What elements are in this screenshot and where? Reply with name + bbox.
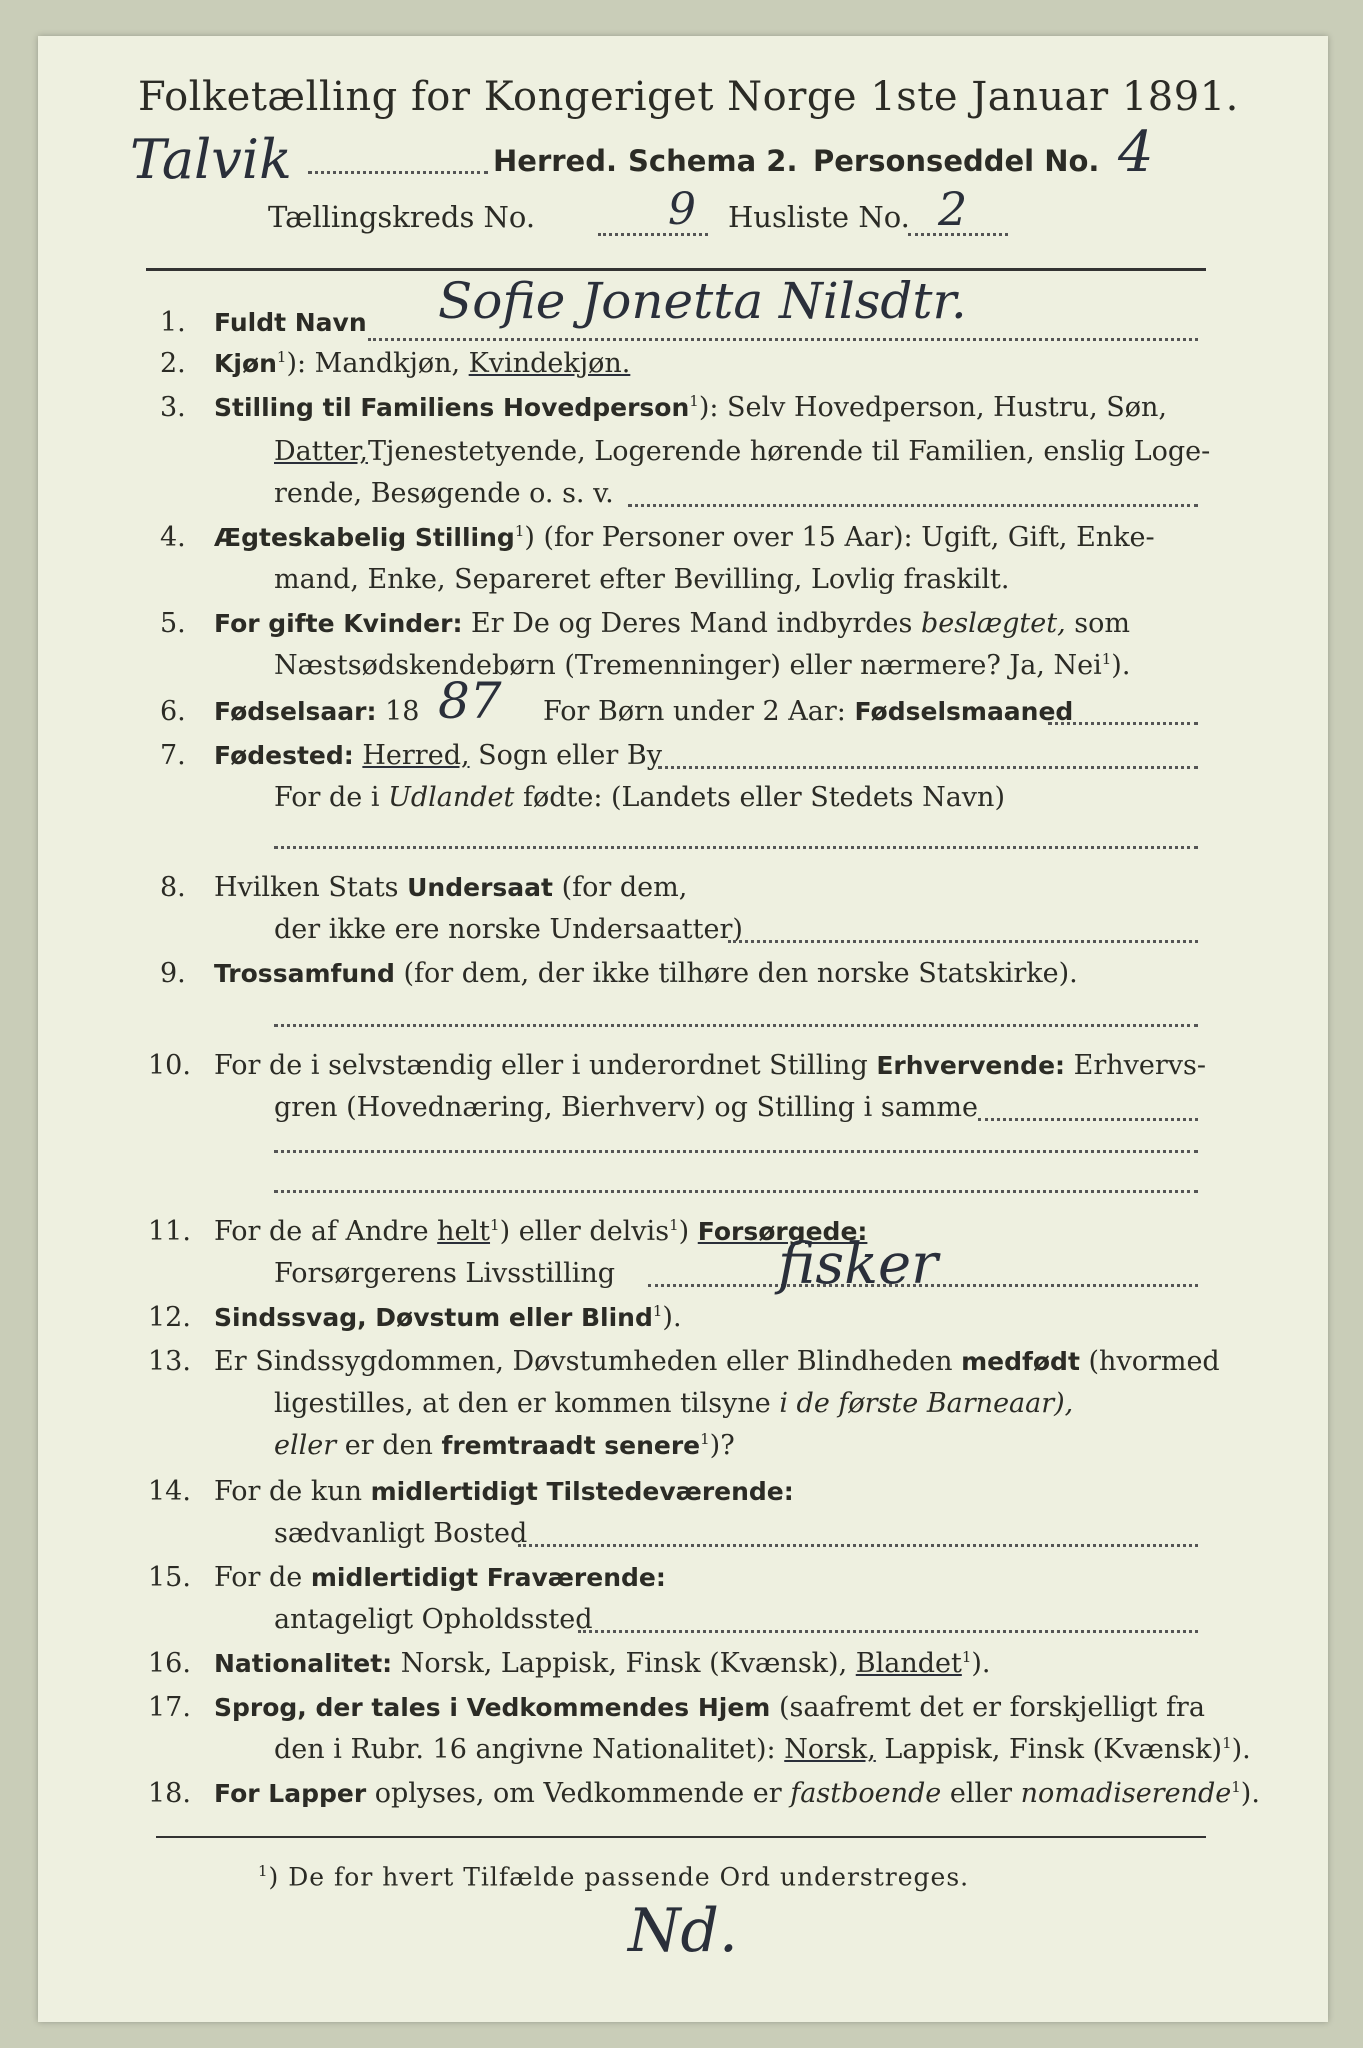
field-6-month-label: Fødselsmaaned xyxy=(854,697,1074,726)
field-11-b: ) eller delvis xyxy=(499,1216,670,1247)
field-5-paren: ) xyxy=(1111,650,1122,681)
footnote-ref: 1 xyxy=(514,522,525,540)
field-8-a: Hvilken Stats xyxy=(214,872,399,903)
footnote-ref: 1 xyxy=(1222,1734,1232,1752)
field-7-number: 7. xyxy=(160,740,186,771)
field-11-paren: ) xyxy=(678,1216,690,1247)
field-9-number: 9. xyxy=(160,958,186,989)
field-16-selected: Blandet xyxy=(855,1648,962,1679)
field-3-selected: Datter, xyxy=(274,436,368,467)
field-13-label: medfødt xyxy=(961,1347,1080,1376)
field-13-l2a: ligestilles, at den er kommen tilsyne xyxy=(274,1388,771,1419)
field-16-label: Nationalitet: xyxy=(214,1649,393,1678)
field-18-paren: ) xyxy=(1240,1778,1252,1809)
field-13-number: 13. xyxy=(148,1346,191,1377)
field-5-beslaegtet: beslægtet, xyxy=(920,608,1066,639)
field-10-line-2: gren (Hovednæring, Bierhverv) og Stilling i samme xyxy=(274,1092,979,1123)
field-13-paren: ) xyxy=(709,1430,721,1461)
field-5-label: For gifte Kvinder: xyxy=(214,609,463,638)
field-17-number: 17. xyxy=(148,1692,191,1723)
field-18-label: For Lapper xyxy=(214,1779,367,1808)
field-15-line-2: antageligt Opholdssted xyxy=(274,1604,593,1635)
field-7-options: Sogn eller By xyxy=(478,740,662,771)
herred-label: Herred. xyxy=(493,144,617,178)
field-1-label: Fuldt Navn xyxy=(214,308,367,337)
field-13-line-1 xyxy=(214,1346,1220,1377)
field-7-line-2 xyxy=(274,782,1005,813)
field-14-line-1 xyxy=(214,1476,794,1507)
herred-dots xyxy=(308,171,488,174)
field-17-label: Sprog, der tales i Vedkommendes Hjem xyxy=(214,1693,771,1722)
field-16-paren: ) xyxy=(971,1648,982,1679)
field-10-label: Erhvervende: xyxy=(876,1051,1066,1080)
field-2-text xyxy=(214,348,630,379)
footnote-ref: 1 xyxy=(1101,650,1112,668)
field-8-label: Undersaat xyxy=(407,873,553,902)
provider-occupation-value: fisker xyxy=(778,1232,938,1297)
personseddel-label: Personseddel No. xyxy=(813,144,1100,178)
header-rule xyxy=(146,268,1206,271)
field-18-number: 18. xyxy=(148,1778,191,1809)
field-3-line-3: rende, Besøgende o. s. v. xyxy=(274,478,614,509)
field-6-mid: For Børn under 2 Aar: xyxy=(543,696,846,727)
field-2-label: Kjøn xyxy=(214,349,277,378)
footnote xyxy=(258,1862,969,1891)
field-7-label: Fødested: xyxy=(214,741,354,770)
field-13-l2b: i de første Barneaar), xyxy=(779,1388,1074,1419)
field-9-dots xyxy=(274,1024,1198,1027)
field-10-dots-3 xyxy=(274,1190,1198,1193)
field-14-dots xyxy=(518,1544,1198,1547)
field-15-label: midlertidigt Fraværende: xyxy=(310,1563,666,1592)
footnote-mark: 1 xyxy=(258,1862,269,1880)
field-2-selected: Kvindekjøn. xyxy=(468,348,631,379)
schema-label: Schema 2. xyxy=(628,144,798,178)
field-3-options-1: ): Selv Hovedperson, Hustru, Søn, xyxy=(698,392,1167,423)
field-8-number: 8. xyxy=(160,872,186,903)
field-3-label: Stilling til Familiens Hovedperson xyxy=(214,393,690,422)
field-8-dots xyxy=(728,940,1198,943)
field-13-line-3: eller er den fremtraadt senere$^1$)? xyxy=(274,1430,735,1461)
field-6-line xyxy=(214,696,419,727)
field-15-number: 15. xyxy=(148,1562,191,1593)
field-18-d: nomadiserende xyxy=(1020,1778,1232,1809)
field-5-options: Næstsødskendebørn (Tremenninger) eller nærmere? Ja, Nei xyxy=(274,650,1102,681)
field-17-paren: ) xyxy=(1231,1734,1243,1765)
field-8-line-2: der ikke ere norske Undersaatter) xyxy=(274,914,743,945)
field-10-dots-2 xyxy=(274,1150,1198,1153)
footnote-ref: 1 xyxy=(490,1216,500,1234)
birth-year-value: 87 xyxy=(438,672,502,730)
field-5-number: 5. xyxy=(160,608,186,639)
field-1-number: 1. xyxy=(160,307,186,338)
field-4-number: 4. xyxy=(160,522,186,553)
field-10-number: 10. xyxy=(148,1050,191,1081)
field-13-b: (hvormed xyxy=(1088,1346,1220,1377)
footnote-ref: 1 xyxy=(689,392,699,410)
field-2-options: ): Mandkjøn, xyxy=(286,348,461,379)
field-14-line-2: sædvanligt Bosted xyxy=(274,1518,528,1549)
field-18-line: For Lapper oplyses, om Vedkommende er fastboende eller nomadiserende$^1$). xyxy=(214,1778,1260,1809)
field-6-prefix: 18 xyxy=(385,696,420,727)
field-11-line-2: Forsørgerens Livsstilling xyxy=(274,1258,616,1289)
field-2-number: 2. xyxy=(160,348,186,379)
field-11-line-1 xyxy=(214,1216,867,1247)
field-10-dots-1 xyxy=(978,1118,1198,1121)
footnote-ref: 1 xyxy=(276,348,287,366)
field-12-number: 12. xyxy=(148,1302,191,1333)
footnote-ref: 1 xyxy=(961,1648,972,1666)
field-13-l3b: er den xyxy=(344,1430,433,1461)
husliste-label: Husliste No. xyxy=(728,200,910,234)
field-9-line-1 xyxy=(214,958,1078,989)
field-13-l3a: eller xyxy=(274,1430,337,1461)
field-7-dots-2 xyxy=(274,846,1198,849)
field-17-a: (saafremt det er forskjelligt fra xyxy=(778,1692,1205,1723)
field-11-helt: helt xyxy=(437,1216,491,1247)
field-12-paren: ) xyxy=(662,1302,673,1333)
taellingskreds-value: 9 xyxy=(668,184,696,235)
field-16-line: Nationalitet: Norsk, Lappisk, Finsk (Kvænsk), Blandet$^1$). xyxy=(214,1648,991,1679)
field-18-c: eller xyxy=(949,1778,1012,1809)
field-5-line-2: Næstsødskendebørn (Tremenninger) eller nærmere? Ja, Nei$^1$). xyxy=(274,650,1131,681)
form-title: Folketælling for Kongeriget Norge 1ste Januar 1891. xyxy=(138,74,1239,120)
field-3-options-2: Tjenestetyende, Logerende hørende til Familien, enslig Loge- xyxy=(367,436,1211,467)
field-4-line-1 xyxy=(214,522,1155,553)
field-12-line: Sindssvag, Døvstum eller Blind$^1$). xyxy=(214,1302,682,1333)
field-4-options-1: ) (for Personer over 15 Aar): Ugift, Gift, Enke- xyxy=(524,522,1155,553)
field-16-number: 16. xyxy=(148,1648,191,1679)
field-11-forsorgede: Forsørgede: xyxy=(697,1217,868,1246)
field-4-label: Ægteskabelig Stilling xyxy=(214,523,515,552)
field-6-dots xyxy=(1048,722,1198,725)
field-7-udlandet: Udlandet xyxy=(388,782,515,813)
footnote-text: De for hvert Tilfælde passende Ord understreges. xyxy=(288,1862,970,1892)
field-18-b: fastboende xyxy=(790,1778,942,1809)
field-1-dots xyxy=(368,338,1198,341)
husliste-dots xyxy=(908,233,1008,236)
taellingskreds-label: Tællingskreds No. xyxy=(268,200,536,234)
field-3-line-1 xyxy=(214,392,1167,423)
field-5-som: som xyxy=(1074,608,1130,639)
footnote-ref: 1 xyxy=(1231,1778,1241,1796)
field-15-dots xyxy=(578,1630,1198,1633)
field-17-line-2: den i Rubr. 16 angivne Nationalitet): Norsk, Lappisk, Finsk (Kvænsk)$^1$). xyxy=(274,1734,1251,1765)
census-form xyxy=(38,36,1328,2022)
field-16-options: Norsk, Lappisk, Finsk (Kvænsk), xyxy=(400,1648,848,1679)
field-17-selected: Norsk, xyxy=(784,1734,876,1765)
field-8-b: (for dem, xyxy=(561,872,688,903)
field-10-line-1 xyxy=(214,1050,1206,1081)
field-15-line-1 xyxy=(214,1562,666,1593)
field-3-number: 3. xyxy=(160,392,186,423)
field-5-question: Er De og Deres Mand indbyrdes xyxy=(471,608,913,639)
field-17-line-1 xyxy=(214,1692,1205,1723)
field-18-a: oplyses, om Vedkommende er xyxy=(374,1778,782,1809)
field-7-selected: Herred, xyxy=(362,740,470,771)
field-11-number: 11. xyxy=(148,1216,191,1247)
field-7-l2c: fødte: (Landets eller Stedets Navn) xyxy=(522,782,1005,813)
field-14-a: For de kun xyxy=(214,1476,362,1507)
herred-value: Talvik xyxy=(130,128,292,191)
field-7-l2a: For de i xyxy=(274,782,380,813)
field-10-b: Erhvervs- xyxy=(1073,1050,1207,1081)
field-13-line-2 xyxy=(274,1388,1073,1419)
field-17-l2b: Lappisk, Finsk (Kvænsk) xyxy=(884,1734,1223,1765)
footnote-ref: 1 xyxy=(700,1430,710,1448)
footnote-ref: 1 xyxy=(669,1216,679,1234)
field-7-line-1 xyxy=(214,740,662,771)
field-8-line-1 xyxy=(214,872,687,903)
field-13-a: Er Sindssygdommen, Døvstumheden eller Blindheden xyxy=(214,1346,953,1377)
field-3-dots xyxy=(628,504,1198,507)
field-5-line-1 xyxy=(214,608,1130,639)
husliste-value: 2 xyxy=(938,182,968,236)
field-11-a: For de af Andre xyxy=(214,1216,429,1247)
field-7-dots-1 xyxy=(658,766,1198,769)
footnote-paren: ) xyxy=(268,1862,280,1892)
field-14-number: 14. xyxy=(148,1476,191,1507)
field-12-label: Sindssvag, Døvstum eller Blind xyxy=(214,1303,653,1332)
field-3-line-2 xyxy=(274,436,1210,467)
field-6-label: Fødselsaar: xyxy=(214,697,377,726)
field-15-a: For de xyxy=(214,1562,303,1593)
field-13-label-2: fremtraadt senere xyxy=(441,1431,701,1460)
footer-rule xyxy=(156,1836,1206,1838)
footnote-ref: 1 xyxy=(652,1302,663,1320)
field-9-text: (for dem, der ikke tilhøre den norske Statskirke). xyxy=(403,958,1078,989)
field-10-a: For de i selvstændig eller i underordnet Stilling xyxy=(214,1050,868,1081)
field-6-number: 6. xyxy=(160,696,186,727)
taellingskreds-dots xyxy=(598,233,708,236)
field-9-label: Trossamfund xyxy=(214,959,395,988)
personseddel-value: 4 xyxy=(1118,120,1154,185)
full-name-value: Sofie Jonetta Nilsdtr. xyxy=(438,272,967,330)
field-6-line-b xyxy=(543,696,1073,727)
field-17-l2a: den i Rubr. 16 angivne Nationalitet): xyxy=(274,1734,776,1765)
field-14-label: midlertidigt Tilstedeværende: xyxy=(370,1477,794,1506)
field-4-line-2: mand, Enke, Separeret efter Bevilling, Lovlig fraskilt. xyxy=(274,564,1010,595)
signature: Nd. xyxy=(628,1896,738,1966)
